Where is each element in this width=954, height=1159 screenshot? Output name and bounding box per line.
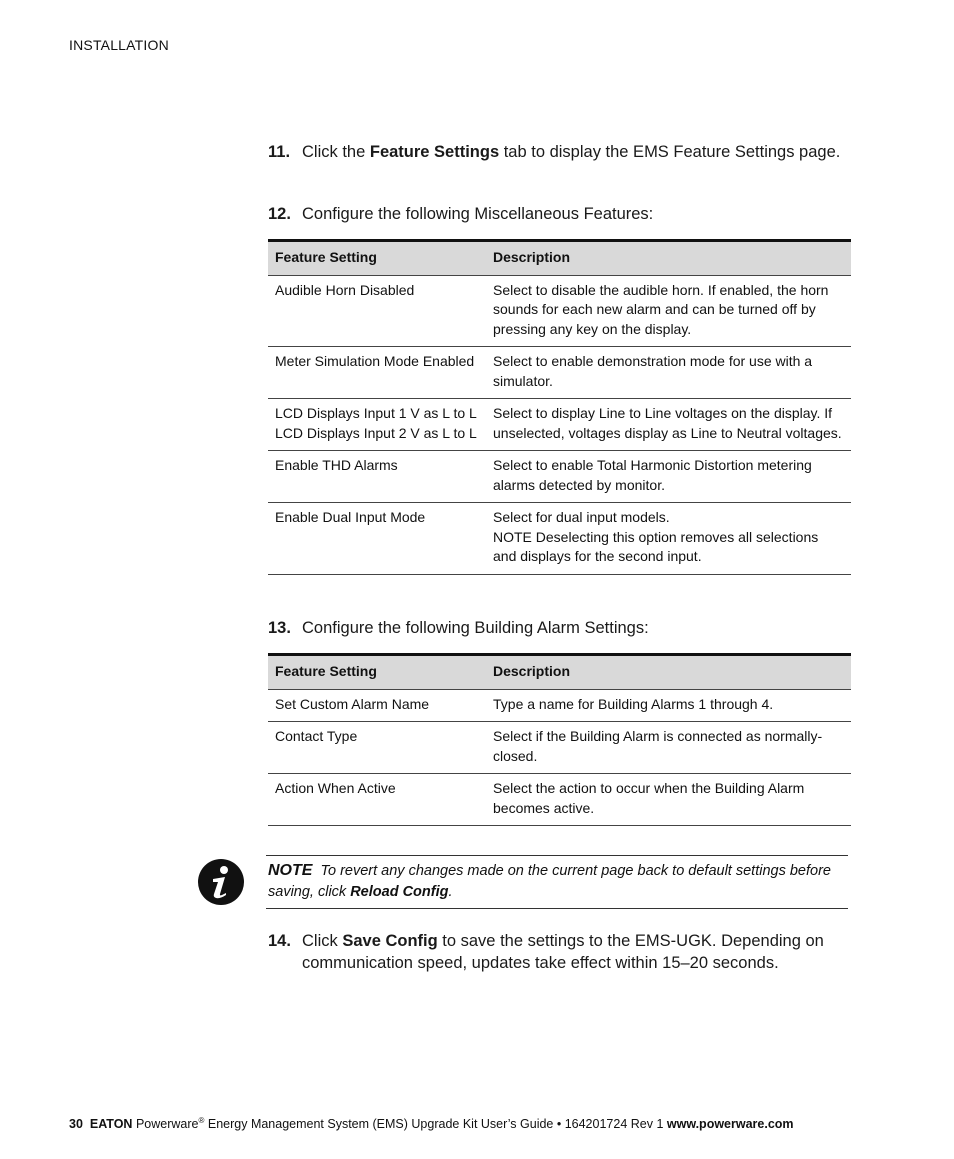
info-icon [198, 859, 244, 905]
table-row [268, 722, 851, 774]
setting-cell: Enable Dual Input Mode [268, 503, 486, 575]
step-text: Click the Feature Settings tab to display the EMS Feature Settings page. [302, 143, 841, 161]
note-label: NOTE [268, 862, 313, 879]
column-header: Description [486, 655, 851, 690]
step-text: Configure the following Miscellaneous Features: [302, 205, 654, 223]
setting-cell: Set Custom Alarm Name [268, 689, 486, 722]
brand-name: EATON [89, 1117, 133, 1132]
description-cell: Select the action to occur when the Building Alarm becomes active. [486, 774, 851, 826]
table-row [268, 451, 851, 503]
description-cell: Select for dual input models. NOTE Deselecting this option removes all selections and displays for the second input. [486, 503, 851, 575]
setting-cell: LCD Displays Input 1 V as L to L LCD Displays Input 2 V as L to L [268, 399, 486, 451]
column-header: Feature Setting [268, 655, 486, 690]
table-row [268, 275, 851, 347]
step-12 [268, 203, 848, 225]
doc-title: Energy Management System (EMS) Upgrade Kit User’s Guide • 164201724 Rev 1 [204, 1117, 667, 1132]
description-cell: Type a name for Building Alarms 1 through 4. [486, 689, 851, 722]
column-header: Feature Setting [268, 241, 486, 276]
note-callout: NOTE To revert any changes made on the current page back to default settings before saving, click Reload Config. [266, 855, 848, 909]
step-11 [268, 141, 848, 163]
description-cell: Select to display Line to Line voltages on the display. If unselected, voltages display as Line to Neutral voltages. [486, 399, 851, 451]
table-row [268, 689, 851, 722]
table-row [268, 347, 851, 399]
setting-cell: Audible Horn Disabled [268, 275, 486, 347]
setting-cell: Enable THD Alarms [268, 451, 486, 503]
table-header-row [268, 241, 851, 276]
step-text: Click Save Config to save the settings to the EMS-UGK. Depending on communication speed, updates take effect within 15–20 seconds. [302, 932, 824, 972]
feature-settings-tab-ref: Feature Settings [369, 143, 500, 161]
step-number: 13. [268, 619, 291, 637]
website-link[interactable]: www.powerware.com [666, 1117, 794, 1132]
step-number: 12. [268, 205, 291, 223]
table-row [268, 774, 851, 826]
setting-cell: Action When Active [268, 774, 486, 826]
step-number: 14. [268, 932, 291, 950]
description-cell: Select to disable the audible horn. If enabled, the horn sounds for each new alarm and can be turned off by pressing any key on the display. [486, 275, 851, 347]
page-number: 30 [69, 1117, 83, 1132]
description-cell: Select to enable demonstration mode for use with a simulator. [486, 347, 851, 399]
save-config-ref: Save Config [342, 932, 438, 950]
step-13 [268, 617, 848, 639]
step-number: 11. [268, 143, 291, 161]
note-text: To revert any changes made on the current page back to default settings before saving, click [268, 863, 831, 900]
setting-cell: Contact Type [268, 722, 486, 774]
step-text: Configure the following Building Alarm Settings: [302, 619, 649, 637]
step-14 [268, 930, 848, 974]
table-row [268, 399, 851, 451]
description-cell: Select if the Building Alarm is connected as normally-closed. [486, 722, 851, 774]
table-header-row [268, 655, 851, 690]
page-footer: 30 EATON Powerware® Energy Management System (EMS) Upgrade Kit User’s Guide • 164201724 Rev 1 www.powerware.com [69, 1116, 794, 1132]
column-header: Description [486, 241, 851, 276]
misc-features-table [268, 239, 851, 575]
reload-config-ref: Reload Config [350, 884, 449, 900]
section-header: INSTALLATION [69, 37, 169, 53]
description-cell: Select to enable Total Harmonic Distortion metering alarms detected by monitor. [486, 451, 851, 503]
building-alarm-table [268, 653, 851, 826]
setting-cell: Meter Simulation Mode Enabled [268, 347, 486, 399]
table-row [268, 503, 851, 575]
